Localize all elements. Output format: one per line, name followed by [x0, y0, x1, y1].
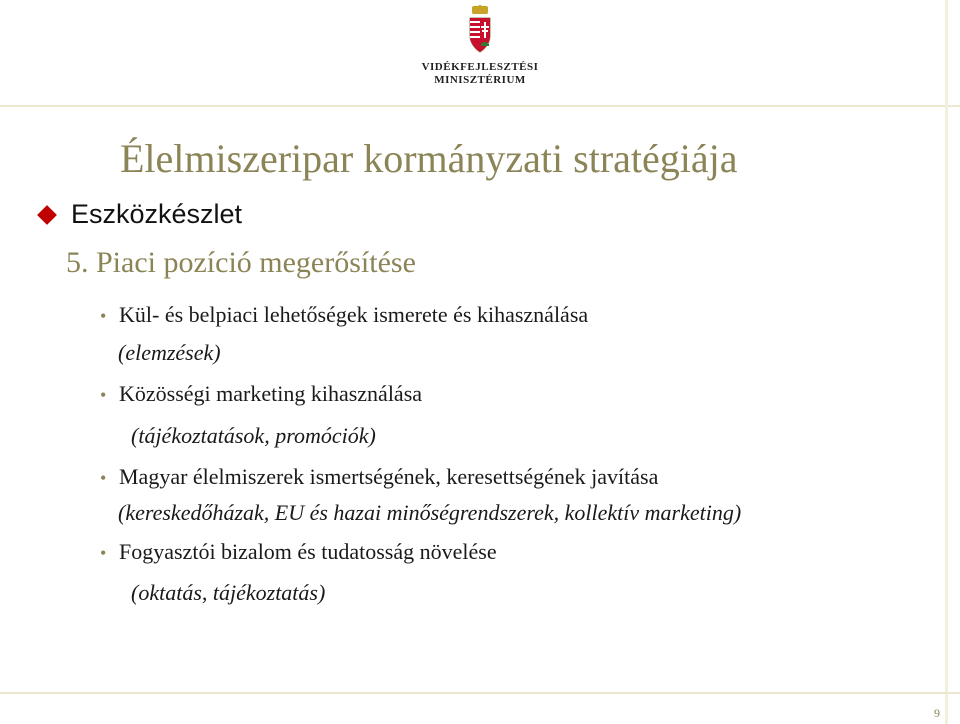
subsection-heading: 5. Piaci pozíció megerősítése: [66, 246, 416, 279]
ministry-logo-text: [420, 61, 540, 87]
ministry-line-1: VIDÉKFEJLESZTÉSI: [421, 61, 539, 73]
bullet-dot-icon: •: [100, 468, 107, 488]
list-item-4: Fogyasztói bizalom és tudatosság növelése: [119, 539, 497, 564]
footer-divider: [0, 692, 960, 694]
list-item-3-detail: (kereskedőházak, EU és hazai minőségrendszerek, kollektív marketing): [118, 500, 742, 525]
bullet-dot-icon: •: [100, 306, 107, 326]
list-item-1: Kül- és belpiaci lehetőségek ismerete és kihasználása: [119, 302, 589, 327]
section-heading-text: Eszközkészlet: [71, 199, 243, 229]
list-item-1-detail: (elemzések): [118, 340, 221, 365]
coat-of-arms-icon: [466, 4, 494, 56]
list-item-2-detail: (tájékoztatások, promóciók): [131, 423, 376, 448]
ministry-line-2: MINISZTÉRIUM: [434, 74, 526, 86]
page-number: 9: [934, 706, 940, 720]
slide-title: Élelmiszeripar kormányzati stratégiája: [120, 136, 738, 181]
list-item-4-detail: (oktatás, tájékoztatás): [131, 580, 326, 605]
header-divider: [0, 105, 960, 107]
section-heading: [38, 199, 242, 230]
bullet-dot-icon: •: [100, 543, 107, 563]
list-item-2: Közösségi marketing kihasználása: [119, 381, 423, 406]
right-margin-bar: [945, 0, 948, 724]
diamond-bullet-icon: [37, 205, 57, 225]
list-item-3: Magyar élelmiszerek ismertségének, keresettségének javítása: [119, 464, 659, 489]
bullet-dot-icon: •: [100, 385, 107, 405]
